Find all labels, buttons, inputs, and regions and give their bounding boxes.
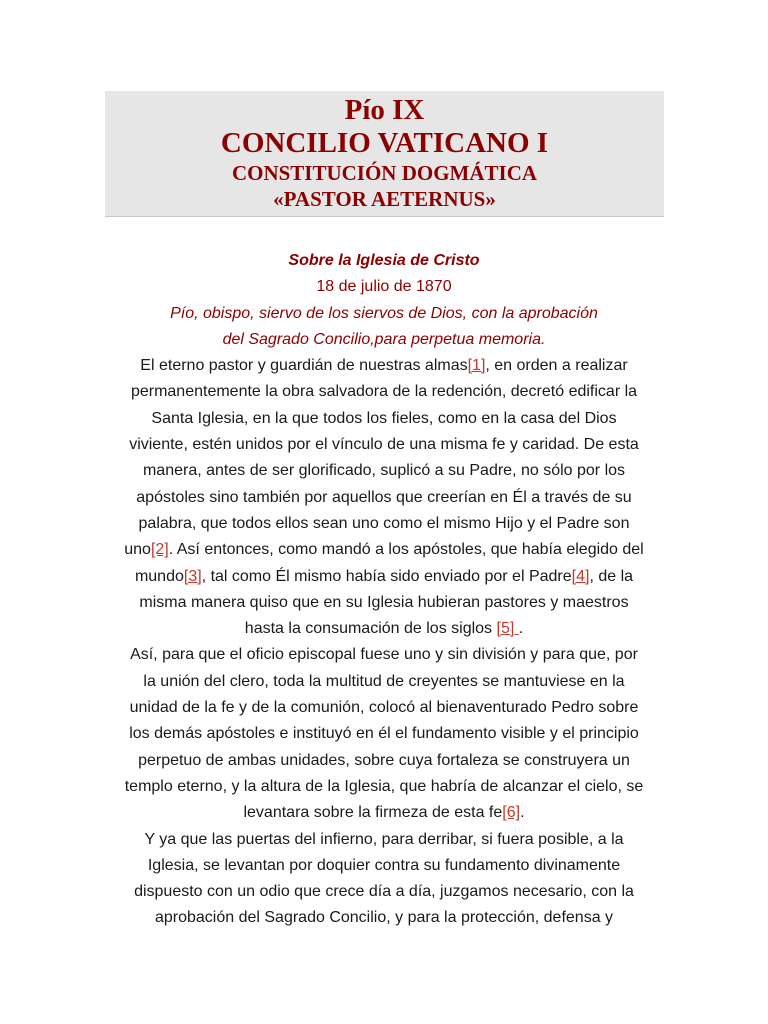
- footnote-link-5[interactable]: [5]: [496, 620, 519, 638]
- text-line: uno[2]. Así entonces, como mandó a los apóstoles, que había elegido del: [124, 541, 644, 559]
- text-line: mundo[3], tal como Él mismo había sido enviado por el Padre[4], de la: [134, 567, 634, 585]
- text-line: Iglesia, se levantan por doquier contra su fundamento divinamente: [147, 856, 621, 874]
- document-name: «PASTOR AETERNUS»: [273, 187, 496, 211]
- text-line: templo eterno, y la altura de la Iglesia, que habría de alcanzar el cielo, se: [124, 777, 644, 795]
- text-line: viviente, estén unidos por el vínculo de una misma fe y caridad. De esta: [129, 436, 639, 454]
- council-title: CONCILIO VATICANO I: [220, 127, 549, 159]
- date-line: 18 de julio de 1870: [316, 278, 452, 296]
- text-line: perpetuo de ambas unidades, sobre cuya fortaleza se construyera un: [138, 751, 630, 769]
- constitution-title: CONSTITUCIÓN DOGMÁTICA: [231, 161, 538, 185]
- text-line: levantara sobre la firmeza de esta fe[6].: [243, 804, 525, 822]
- footnote-link-1[interactable]: [1]: [467, 357, 486, 375]
- text-line: unidad de la fe y de la comunión, colocó al bienaventurado Pedro sobre: [129, 699, 639, 717]
- subtitle: Sobre la Iglesia de Cristo: [288, 252, 480, 269]
- footnote-link-2[interactable]: [2]: [150, 541, 169, 559]
- text-line: hasta la consumación de los siglos [5] .: [244, 620, 524, 638]
- salutation-line-1: Pío, obispo, siervo de los siervos de Dios, con la aprobación: [170, 304, 598, 322]
- footnote-link-3[interactable]: [3]: [183, 567, 202, 585]
- text-line: El eterno pastor y guardián de nuestras almas[1], en orden a realizar: [140, 357, 628, 375]
- document-body: [100, 248, 668, 932]
- text-line: la unión del clero, toda la multitud de creyentes se mantuviese en la: [143, 672, 625, 690]
- text-line: Así, para que el oficio episcopal fuese uno y sin división y para que, por: [130, 646, 638, 664]
- author-title: Pío IX: [344, 94, 425, 126]
- footnote-link-4[interactable]: [4]: [571, 567, 590, 585]
- text-line: permanentemente la obra salvadora de la redención, decretó edificar la: [130, 383, 638, 401]
- salutation-line-2: del Sagrado Concilio,para perpetua memoria.: [222, 330, 546, 348]
- text-line: aprobación del Sagrado Concilio, y para la protección, defensa y: [154, 909, 614, 927]
- text-line: Y ya que las puertas del infierno, para derribar, si fuera posible, a la: [144, 830, 624, 848]
- text-line: palabra, que todos ellos sean uno como el mismo Hijo y el Padre son: [138, 514, 630, 532]
- footnote-link-6[interactable]: [6]: [502, 804, 521, 822]
- text-line: Santa Iglesia, en la que todos los fieles, como en la casa del Dios: [151, 409, 617, 427]
- text-line: apóstoles sino también por aquellos que creerían en Él a través de su: [136, 488, 632, 506]
- text-line: misma manera quiso que en su Iglesia hubieran pastores y maestros: [139, 593, 629, 611]
- text-line: los demás apóstoles e instituyó en él el fundamento visible y el principio: [129, 725, 639, 743]
- text-line: manera, antes de ser glorificado, suplicó a su Padre, no sólo por los: [142, 462, 626, 480]
- text-line: dispuesto con un odio que crece día a día, juzgamos necesario, con la: [134, 883, 634, 901]
- document-header: [105, 91, 664, 217]
